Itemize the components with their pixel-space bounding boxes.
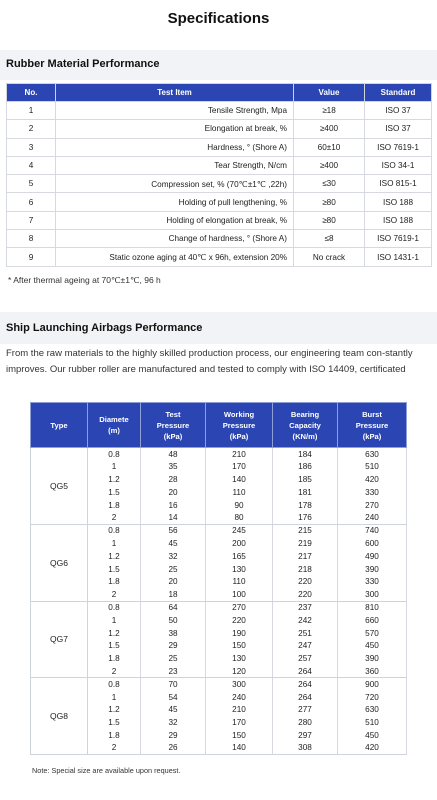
cell-diameter: 1.8 bbox=[88, 499, 141, 512]
airbag-table-row bbox=[31, 588, 407, 601]
col-header-standard: Standard bbox=[365, 84, 432, 102]
cell-no: 8 bbox=[7, 230, 56, 248]
cell-test-pressure: 29 bbox=[141, 639, 206, 652]
cell-working-pressure: 300 bbox=[206, 678, 273, 691]
cell-bearing-capacity: 242 bbox=[273, 614, 338, 627]
cell-working-pressure: 110 bbox=[206, 575, 273, 588]
rubber-table-row bbox=[7, 193, 432, 211]
rubber-table-row bbox=[7, 230, 432, 248]
rubber-table-row bbox=[7, 120, 432, 138]
cell-working-pressure: 120 bbox=[206, 665, 273, 678]
cell-working-pressure: 170 bbox=[206, 716, 273, 729]
cell-burst-pressure: 300 bbox=[338, 588, 407, 601]
cell-diameter: 1.8 bbox=[88, 652, 141, 665]
cell-bearing-capacity: 220 bbox=[273, 588, 338, 601]
header-line: Bearing bbox=[290, 409, 320, 419]
airbag-table-row bbox=[31, 627, 407, 640]
airbag-table-row bbox=[31, 460, 407, 473]
cell-burst-pressure: 740 bbox=[338, 524, 407, 537]
cell-bearing-capacity: 280 bbox=[273, 716, 338, 729]
cell-working-pressure: 240 bbox=[206, 691, 273, 704]
cell-no: 9 bbox=[7, 248, 56, 266]
cell-diameter: 1.5 bbox=[88, 716, 141, 729]
cell-test-pressure: 56 bbox=[141, 524, 206, 537]
cell-test-pressure: 28 bbox=[141, 473, 206, 486]
cell-burst-pressure: 600 bbox=[338, 537, 407, 550]
airbag-table-row bbox=[31, 601, 407, 614]
rubber-table-row bbox=[7, 248, 432, 266]
airbag-table-row bbox=[31, 550, 407, 563]
cell-no: 1 bbox=[7, 102, 56, 120]
header-line: Pressure bbox=[355, 420, 389, 430]
cell-working-pressure: 170 bbox=[206, 460, 273, 473]
airbag-section-heading: Ship Launching Airbags Performance bbox=[6, 322, 203, 334]
cell-test-item: Holding of elongation at break, % bbox=[56, 211, 294, 229]
cell-test-pressure: 14 bbox=[141, 511, 206, 524]
cell-test-pressure: 26 bbox=[141, 742, 206, 755]
col-header-test-item: Test Item bbox=[56, 84, 294, 102]
header-line: (kPa) bbox=[163, 431, 183, 441]
cell-working-pressure: 90 bbox=[206, 499, 273, 512]
cell-burst-pressure: 390 bbox=[338, 652, 407, 665]
cell-burst-pressure: 510 bbox=[338, 460, 407, 473]
cell-bearing-capacity: 178 bbox=[273, 499, 338, 512]
cell-working-pressure: 210 bbox=[206, 703, 273, 716]
cell-burst-pressure: 240 bbox=[338, 511, 407, 524]
cell-test-pressure: 48 bbox=[141, 448, 206, 461]
cell-bearing-capacity: 217 bbox=[273, 550, 338, 563]
airbag-table-row bbox=[31, 729, 407, 742]
cell-bearing-capacity: 257 bbox=[273, 652, 338, 665]
cell-standard: ISO 34-1 bbox=[365, 156, 432, 174]
cell-test-item: Change of hardness, ° (Shore A) bbox=[56, 230, 294, 248]
airbag-table-row bbox=[31, 716, 407, 729]
cell-diameter: 2 bbox=[88, 665, 141, 678]
cell-bearing-capacity: 185 bbox=[273, 473, 338, 486]
airbag-table-row bbox=[31, 499, 407, 512]
cell-standard: ISO 7619-1 bbox=[365, 138, 432, 156]
rubber-performance-table bbox=[6, 83, 432, 267]
cell-bearing-capacity: 277 bbox=[273, 703, 338, 716]
cell-diameter: 1.5 bbox=[88, 563, 141, 576]
airbag-table-row bbox=[31, 448, 407, 461]
cell-test-item: Elongation at break, % bbox=[56, 120, 294, 138]
cell-burst-pressure: 490 bbox=[338, 550, 407, 563]
cell-test-pressure: 32 bbox=[141, 550, 206, 563]
cell-bearing-capacity: 308 bbox=[273, 742, 338, 755]
cell-burst-pressure: 510 bbox=[338, 716, 407, 729]
col-header-value: Value bbox=[294, 84, 365, 102]
airbag-table-row bbox=[31, 511, 407, 524]
cell-diameter: 1.8 bbox=[88, 729, 141, 742]
cell-test-item: Compression set, % (70℃±1℃ ,22h) bbox=[56, 175, 294, 193]
cell-working-pressure: 140 bbox=[206, 742, 273, 755]
cell-diameter: 2 bbox=[88, 742, 141, 755]
cell-diameter: 1.8 bbox=[88, 575, 141, 588]
cell-bearing-capacity: 186 bbox=[273, 460, 338, 473]
cell-burst-pressure: 450 bbox=[338, 729, 407, 742]
cell-working-pressure: 190 bbox=[206, 627, 273, 640]
cell-no: 2 bbox=[7, 120, 56, 138]
cell-diameter: 1.2 bbox=[88, 550, 141, 563]
rubber-table-row bbox=[7, 138, 432, 156]
cell-test-pressure: 70 bbox=[141, 678, 206, 691]
cell-test-pressure: 64 bbox=[141, 601, 206, 614]
cell-bearing-capacity: 297 bbox=[273, 729, 338, 742]
airbag-table-header-row bbox=[31, 403, 407, 448]
cell-test-item: Static ozone aging at 40℃ x 96h, extension 20% bbox=[56, 248, 294, 266]
cell-burst-pressure: 720 bbox=[338, 691, 407, 704]
cell-working-pressure: 80 bbox=[206, 511, 273, 524]
rubber-footnote: * After thermal ageing at 70℃±1℃, 96 h bbox=[8, 275, 161, 285]
cell-working-pressure: 130 bbox=[206, 563, 273, 576]
cell-type: QG5 bbox=[31, 448, 88, 525]
airbag-table-row bbox=[31, 524, 407, 537]
header-line: (KN/m) bbox=[292, 431, 318, 441]
cell-bearing-capacity: 184 bbox=[273, 448, 338, 461]
cell-test-pressure: 35 bbox=[141, 460, 206, 473]
cell-value: ≤8 bbox=[294, 230, 365, 248]
cell-diameter: 1.5 bbox=[88, 486, 141, 499]
cell-standard: ISO 37 bbox=[365, 120, 432, 138]
cell-burst-pressure: 660 bbox=[338, 614, 407, 627]
cell-diameter: 2 bbox=[88, 588, 141, 601]
col-header-bearing-capacity bbox=[273, 403, 338, 448]
airbag-table-row bbox=[31, 486, 407, 499]
cell-no: 7 bbox=[7, 211, 56, 229]
page-title: Specifications bbox=[167, 10, 270, 27]
cell-value: ≥80 bbox=[294, 193, 365, 211]
col-header-working-pressure bbox=[206, 403, 273, 448]
cell-bearing-capacity: 219 bbox=[273, 537, 338, 550]
cell-bearing-capacity: 264 bbox=[273, 678, 338, 691]
airbag-performance-table bbox=[30, 402, 407, 755]
airbag-table-row bbox=[31, 742, 407, 755]
airbag-table-row bbox=[31, 473, 407, 486]
cell-diameter: 1.2 bbox=[88, 627, 141, 640]
rubber-table-row bbox=[7, 175, 432, 193]
rubber-section-heading: Rubber Material Performance bbox=[6, 58, 160, 70]
rubber-table-row bbox=[7, 211, 432, 229]
cell-bearing-capacity: 220 bbox=[273, 575, 338, 588]
cell-test-item: Hardness, ° (Shore A) bbox=[56, 138, 294, 156]
header-line: (m) bbox=[108, 426, 120, 435]
col-header-diameter bbox=[88, 403, 141, 448]
rubber-table-row bbox=[7, 156, 432, 174]
cell-diameter: 0.8 bbox=[88, 601, 141, 614]
cell-burst-pressure: 810 bbox=[338, 601, 407, 614]
cell-bearing-capacity: 176 bbox=[273, 511, 338, 524]
cell-working-pressure: 150 bbox=[206, 639, 273, 652]
cell-bearing-capacity: 218 bbox=[273, 563, 338, 576]
cell-bearing-capacity: 237 bbox=[273, 601, 338, 614]
cell-test-pressure: 23 bbox=[141, 665, 206, 678]
cell-test-pressure: 25 bbox=[141, 563, 206, 576]
airbag-table-row bbox=[31, 652, 407, 665]
airbag-table-row bbox=[31, 691, 407, 704]
cell-diameter: 2 bbox=[88, 511, 141, 524]
cell-test-item: Holding of pull lengthening, % bbox=[56, 193, 294, 211]
col-header-test-pressure bbox=[141, 403, 206, 448]
cell-diameter: 1 bbox=[88, 691, 141, 704]
cell-working-pressure: 130 bbox=[206, 652, 273, 665]
cell-value: ≥400 bbox=[294, 120, 365, 138]
cell-diameter: 1 bbox=[88, 614, 141, 627]
cell-burst-pressure: 420 bbox=[338, 473, 407, 486]
cell-burst-pressure: 630 bbox=[338, 703, 407, 716]
cell-burst-pressure: 630 bbox=[338, 448, 407, 461]
cell-diameter: 0.8 bbox=[88, 448, 141, 461]
cell-no: 5 bbox=[7, 175, 56, 193]
cell-test-pressure: 50 bbox=[141, 614, 206, 627]
airbag-table-row bbox=[31, 678, 407, 691]
cell-diameter: 1.2 bbox=[88, 473, 141, 486]
header-line: Pressure bbox=[222, 420, 256, 430]
cell-burst-pressure: 450 bbox=[338, 639, 407, 652]
cell-type: QG6 bbox=[31, 524, 88, 601]
header-line: Test bbox=[165, 409, 181, 419]
cell-working-pressure: 270 bbox=[206, 601, 273, 614]
cell-burst-pressure: 270 bbox=[338, 499, 407, 512]
cell-burst-pressure: 330 bbox=[338, 575, 407, 588]
cell-value: 60±10 bbox=[294, 138, 365, 156]
rubber-table-header-row bbox=[7, 84, 432, 102]
cell-working-pressure: 140 bbox=[206, 473, 273, 486]
cell-bearing-capacity: 264 bbox=[273, 691, 338, 704]
cell-test-pressure: 45 bbox=[141, 537, 206, 550]
cell-no: 4 bbox=[7, 156, 56, 174]
airbag-table-row bbox=[31, 703, 407, 716]
cell-bearing-capacity: 251 bbox=[273, 627, 338, 640]
airbag-table-row bbox=[31, 665, 407, 678]
cell-value: ≥80 bbox=[294, 211, 365, 229]
cell-value: ≥18 bbox=[294, 102, 365, 120]
header-line: Burst bbox=[362, 409, 382, 419]
cell-bearing-capacity: 215 bbox=[273, 524, 338, 537]
cell-working-pressure: 150 bbox=[206, 729, 273, 742]
cell-test-pressure: 38 bbox=[141, 627, 206, 640]
cell-diameter: 1 bbox=[88, 537, 141, 550]
rubber-table-row bbox=[7, 102, 432, 120]
cell-type: QG7 bbox=[31, 601, 88, 678]
cell-burst-pressure: 330 bbox=[338, 486, 407, 499]
cell-working-pressure: 210 bbox=[206, 448, 273, 461]
airbag-table-row bbox=[31, 639, 407, 652]
cell-working-pressure: 245 bbox=[206, 524, 273, 537]
cell-bearing-capacity: 181 bbox=[273, 486, 338, 499]
header-line: Working bbox=[223, 409, 255, 419]
cell-standard: ISO 37 bbox=[365, 102, 432, 120]
header-line: Capacity bbox=[289, 420, 321, 430]
cell-type: QG8 bbox=[31, 678, 88, 755]
airbag-table-row bbox=[31, 563, 407, 576]
cell-test-pressure: 20 bbox=[141, 486, 206, 499]
cell-burst-pressure: 900 bbox=[338, 678, 407, 691]
cell-burst-pressure: 390 bbox=[338, 563, 407, 576]
header-line: (kPa) bbox=[362, 431, 382, 441]
airbag-intro-text: From the raw materials to the highly skilled production process, our engineering team con-stantly improves. Our rubber roller are manufactured and tested to comply with ISO 14409, certificated bbox=[6, 348, 413, 375]
cell-standard: ISO 1431-1 bbox=[365, 248, 432, 266]
cell-working-pressure: 100 bbox=[206, 588, 273, 601]
airbag-note: Note: Special size are available upon request. bbox=[32, 766, 181, 775]
cell-test-item: Tear Strength, N/cm bbox=[56, 156, 294, 174]
cell-standard: ISO 815-1 bbox=[365, 175, 432, 193]
cell-standard: ISO 188 bbox=[365, 193, 432, 211]
cell-diameter: 0.8 bbox=[88, 524, 141, 537]
cell-working-pressure: 200 bbox=[206, 537, 273, 550]
cell-diameter: 1.2 bbox=[88, 703, 141, 716]
cell-standard: ISO 188 bbox=[365, 211, 432, 229]
col-header-type bbox=[31, 403, 88, 448]
cell-no: 3 bbox=[7, 138, 56, 156]
cell-bearing-capacity: 247 bbox=[273, 639, 338, 652]
airbag-table-row bbox=[31, 537, 407, 550]
cell-test-pressure: 25 bbox=[141, 652, 206, 665]
airbag-table-row bbox=[31, 575, 407, 588]
cell-test-item: Tensile Strength, Mpa bbox=[56, 102, 294, 120]
header-line: Pressure bbox=[156, 420, 190, 430]
header-line: (kPa) bbox=[229, 431, 249, 441]
cell-working-pressure: 110 bbox=[206, 486, 273, 499]
cell-test-pressure: 29 bbox=[141, 729, 206, 742]
cell-test-pressure: 45 bbox=[141, 703, 206, 716]
cell-diameter: 0.8 bbox=[88, 678, 141, 691]
cell-burst-pressure: 420 bbox=[338, 742, 407, 755]
cell-test-pressure: 16 bbox=[141, 499, 206, 512]
cell-test-pressure: 54 bbox=[141, 691, 206, 704]
cell-value: No crack bbox=[294, 248, 365, 266]
cell-diameter: 1 bbox=[88, 460, 141, 473]
header-line: Type bbox=[50, 420, 68, 430]
cell-standard: ISO 7619-1 bbox=[365, 230, 432, 248]
cell-diameter: 1.5 bbox=[88, 639, 141, 652]
cell-test-pressure: 18 bbox=[141, 588, 206, 601]
col-header-burst-pressure bbox=[338, 403, 407, 448]
cell-test-pressure: 20 bbox=[141, 575, 206, 588]
cell-burst-pressure: 360 bbox=[338, 665, 407, 678]
col-header-no: No. bbox=[7, 84, 56, 102]
header-line: Diamete bbox=[99, 415, 129, 424]
cell-working-pressure: 165 bbox=[206, 550, 273, 563]
cell-bearing-capacity: 264 bbox=[273, 665, 338, 678]
cell-burst-pressure: 570 bbox=[338, 627, 407, 640]
airbag-table-row bbox=[31, 614, 407, 627]
cell-working-pressure: 220 bbox=[206, 614, 273, 627]
cell-test-pressure: 32 bbox=[141, 716, 206, 729]
cell-value: ≥400 bbox=[294, 156, 365, 174]
cell-no: 6 bbox=[7, 193, 56, 211]
cell-value: ≤30 bbox=[294, 175, 365, 193]
